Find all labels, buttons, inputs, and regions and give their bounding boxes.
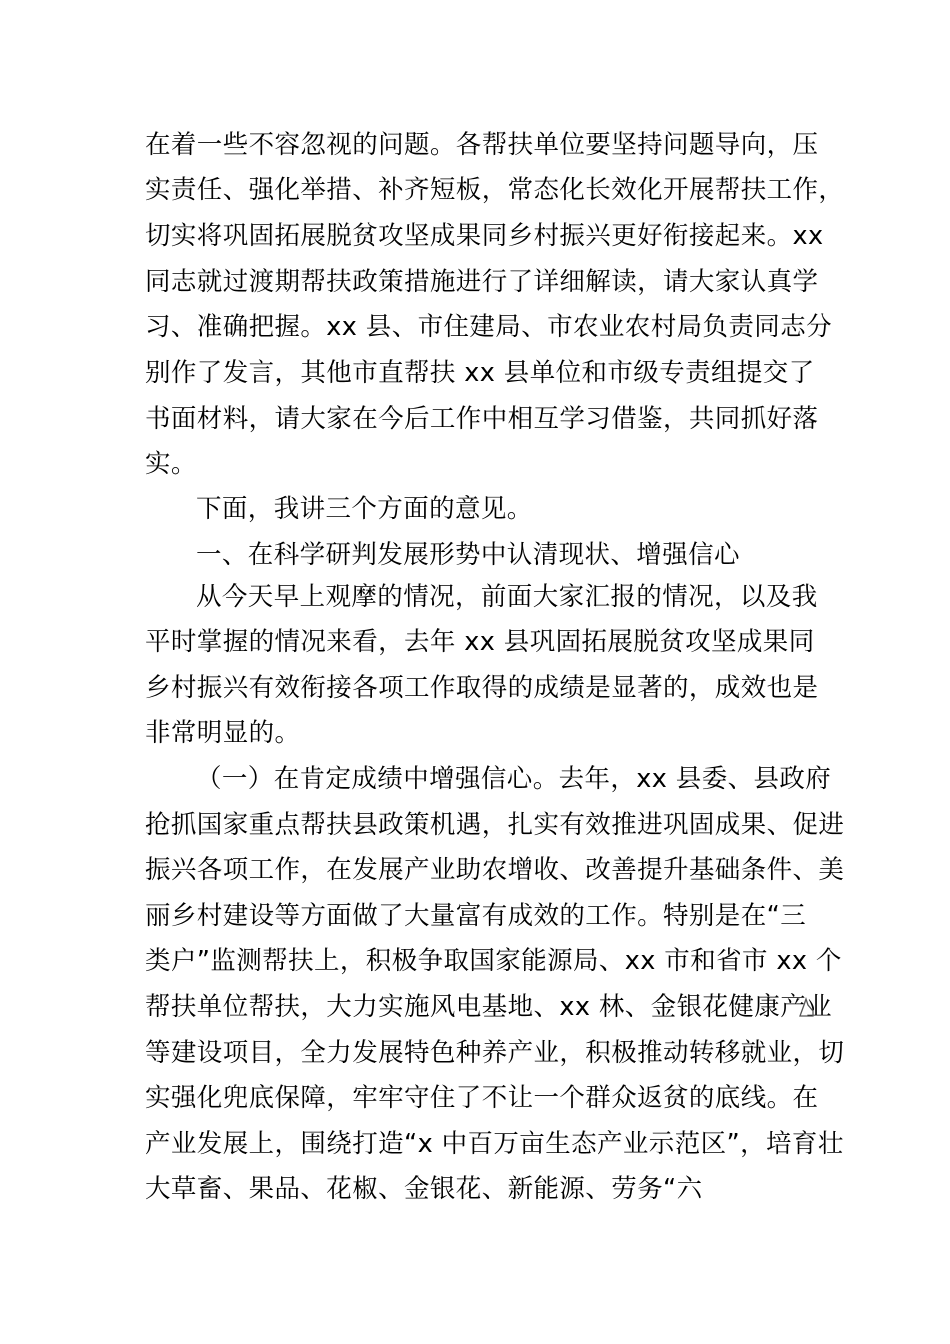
text-line-14: 非常明显的。	[145, 718, 301, 748]
section-heading: 一、在科学研判发展形势中认清现状、增强信心	[196, 540, 740, 570]
text-line-22: 实强化兜底保障，牢牢守住了不让一个群众返贫的底线。在	[145, 1083, 819, 1113]
text-line-20: 帮扶单位帮扶，大力实施风电基地、xx 林、金银花健康产业	[145, 992, 832, 1022]
text-line-12: 平时掌握的情况来看，去年 xx 县巩固拓展脱贫攻坚成果同	[145, 627, 815, 657]
text-line-18: 丽乡村建设等方面做了大量富有成效的工作。特别是在“三	[145, 901, 807, 931]
text-line-13: 乡村振兴有效衔接各项工作取得的成绩是显著的，成效也是	[145, 673, 819, 703]
text-line-23: 产业发展上，围绕打造“x 中百万亩生态产业示范区”，培育壮	[145, 1129, 844, 1159]
text-line-1: 在着一些不容忽视的问题。各帮扶单位要坚持问题导向，压	[145, 130, 819, 160]
text-line-16: 抢抓国家重点帮扶县政策机遇，扎实有效推进巩固成果、促进	[145, 810, 845, 840]
text-line-9: 下面，我讲三个方面的意见。	[196, 494, 533, 524]
text-line-8: 实。	[145, 449, 197, 479]
text-line-4: 同志就过渡期帮扶政策措施进行了详细解读，请大家认真学	[145, 267, 819, 297]
text-line-21: 等建设项目，全力发展特色种养产业，积极推动转移就业，切	[145, 1038, 845, 1068]
text-line-11: 从今天早上观摩的情况，前面大家汇报的情况，以及我	[196, 582, 818, 612]
text-line-17: 振兴各项工作，在发展产业助农增收、改善提升基础条件、美	[145, 855, 845, 885]
text-line-2: 实责任、强化举措、补齐短板，常态化长效化开展帮扶工作，	[145, 175, 845, 205]
text-line-7: 书面材料，请大家在今后工作中相互学习借鉴，共同抓好落	[145, 404, 819, 434]
text-line-19: 类户”监测帮扶上，积极争取国家能源局、xx 市和省市 xx 个	[145, 946, 842, 976]
text-line-5: 习、准确把握。xx 县、市住建局、市农业农村局负责同志分	[145, 312, 832, 342]
margin-mark-icon	[797, 996, 817, 1018]
text-line-24: 大草畜、果品、花椒、金银花、新能源、劳务“六	[145, 1174, 703, 1204]
subsection-line: （一）在肯定成绩中增强信心。去年，xx 县委、县政府	[196, 764, 832, 794]
text-line-3: 切实将巩固拓展脱贫攻坚成果同乡村振兴更好衔接起来。xx	[145, 221, 824, 251]
text-line-6: 别作了发言，其他市直帮扶 xx 县单位和市级专责组提交了	[145, 358, 815, 388]
